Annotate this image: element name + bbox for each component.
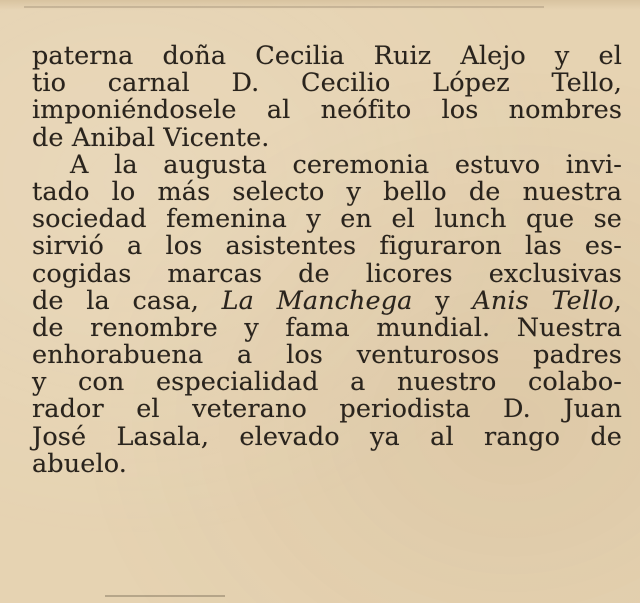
text-line: abuelo. bbox=[32, 448, 127, 479]
next-line-fragment bbox=[105, 595, 225, 603]
text-line: de renombre y fama mundial. Nuestra bbox=[32, 312, 622, 343]
previous-line-fragment bbox=[24, 0, 544, 8]
text-line: de Anibal Vicente. bbox=[32, 122, 270, 153]
line-text: y bbox=[412, 285, 473, 316]
brand-name-anis-tello: Anis Tello bbox=[472, 285, 614, 316]
text-line: paterna doña Cecilia Ruiz Alejo y el bbox=[32, 41, 622, 71]
text-line: cogidas marcas de licores exclusivas bbox=[32, 258, 622, 289]
line-text: de la casa, bbox=[32, 285, 222, 316]
paragraph-2 bbox=[32, 149, 623, 479]
paragraph-1 bbox=[32, 43, 622, 152]
text-line: rador el veterano periodista D. Juan bbox=[32, 394, 622, 425]
brand-name-la-manchega: La Manchega bbox=[221, 285, 413, 316]
text-line: tio carnal D. Cecilio López Tello, bbox=[32, 68, 622, 99]
text-line: y con especialidad a nuestro colabo- bbox=[32, 367, 622, 398]
text-line: A la augusta ceremonia estuvo invi- bbox=[70, 149, 622, 180]
line-text: , bbox=[613, 285, 623, 316]
text-line: enhorabuena a los venturosos padres bbox=[32, 340, 622, 371]
text-line: tado lo más selecto y bello de nuestra bbox=[32, 176, 622, 207]
text-line: sociedad femenina y en el lunch que se bbox=[32, 204, 622, 235]
newspaper-article bbox=[32, 43, 622, 478]
text-line-brands bbox=[32, 285, 623, 316]
text-line: sirvió a los asistentes figuraron las es- bbox=[32, 231, 622, 262]
text-line: imponiéndosele al neófito los nombres bbox=[32, 95, 622, 126]
text-line: José Lasala, elevado ya al rango de bbox=[32, 421, 622, 452]
